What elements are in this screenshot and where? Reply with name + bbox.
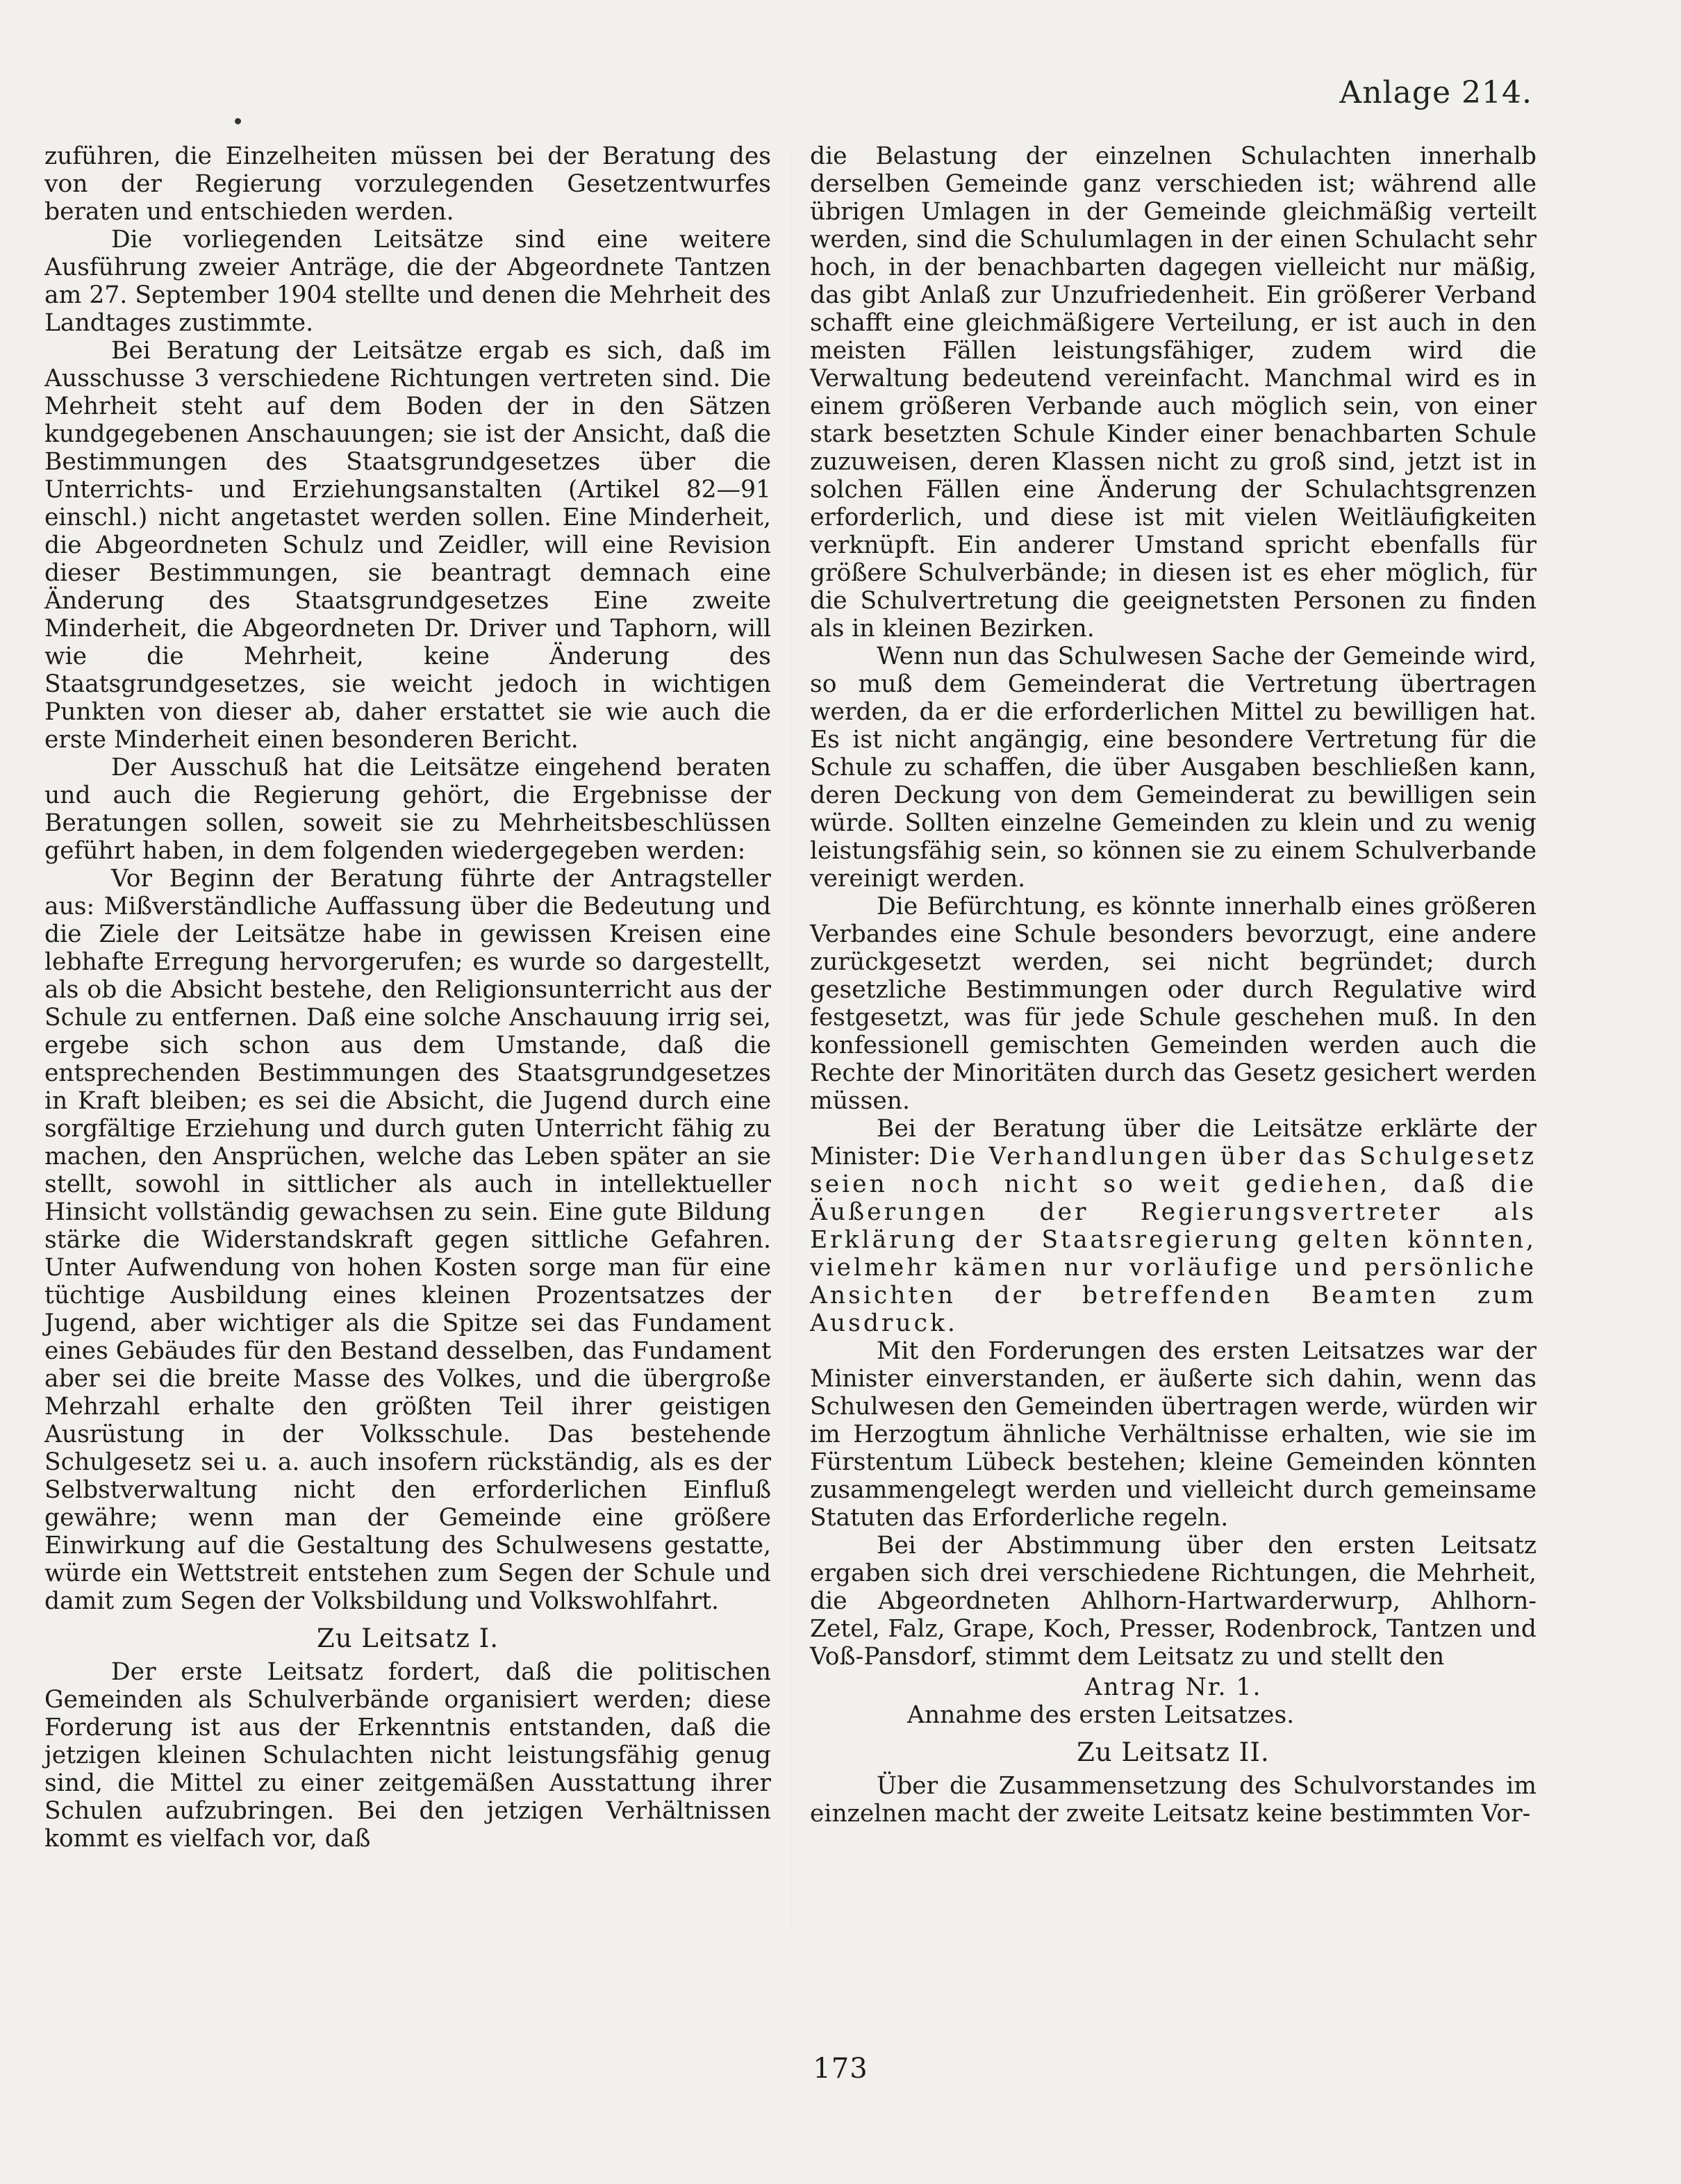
paragraph: Bei Beratung der Leitsätze ergab es sich, daß im Ausschusse 3 verschiedene Richtungen vertreten sind. Die Mehrheit steht auf dem Boden der in den Sätzen kundgegebenen Anschauungen; sie ist der Ansicht, daß die Bestimmungen des Staatsgrundgesetzes über die Unterrichts- und Erziehungsanstalten (Artikel 82—91 einschl.) nicht angetastet werden sollen. Eine Minderheit, die Abgeordneten Schulz und Zeidler, will eine Revision dieser Bestimmungen, sie beantragt demnach eine Änderung des Staatsgrundgesetzes Eine zweite Minderheit, die Abgeordneten Dr. Driver und Taphorn, will wie die Mehrheit, keine Änderung des Staatsgrundgesetzes, sie weicht jedoch in wichtigen Punkten von dieser ab, daher erstattet sie wie auch die erste Minderheit einen besonderen Bericht. [44,337,771,754]
page-number: 173 [813,2053,868,2085]
minister-statement: Die Verhandlungen über das Schulgesetz seien noch nicht so weit gediehen, daß die Äußerungen der Regierungsvertreter als Erklärung der Staatsregierung gelten könnten, vielmehr kämen nur vorläufige und persönliche Ansichten der betreffenden Beamten zum Ausdruck. [810,1143,1537,1337]
motion-text: Annahme des ersten Leitsatzes. [907,1701,1295,1729]
right-column [810,142,1537,1828]
column-gutter [790,149,791,1928]
left-column [44,142,771,1853]
minister-intro: Bei der Beratung über die Leitsätze erklärte der Minister: [810,1115,1537,1170]
ink-dot [235,118,241,124]
paragraph: Vor Beginn der Beratung führte der Antragsteller aus: Mißverständliche Auffassung über die Bedeutung und die Ziele der Leitsätze habe in gewissen Kreisen eine lebhafte Erregung hervorgerufen; es wurde so dargestellt, als ob die Absicht bestehe, den Religionsunterricht aus der Schule zu entfernen. Daß eine solche Anschauung irrig sei, ergebe sich schon aus dem Umstande, daß die entsprechenden Bestimmungen des Staatsgrundgesetzes in Kraft bleiben; es sei die Absicht, die Jugend durch eine sorgfältige Erziehung und durch guten Unterricht fähig zu machen, den Ansprüchen, welche das Leben später an sie stellt, sowohl in sittlicher als auch in intellektueller Hinsicht vollständig gewachsen zu sein. Eine gute Bildung stärke die Widerstandskraft gegen sittliche Gefahren. Unter Aufwendung von hohen Kosten sorge man für eine tüchtige Ausbildung eines kleinen Prozentsatzes der Jugend, aber wichtiger als die Spitze sei das Fundament eines Gebäudes für den Bestand desselben, das Fundament aber sei die breite Masse des Volkes, und die übergroße Mehrzahl erhalte den größten Teil ihrer geistigen Ausrüstung in der Volksschule. Das bestehende Schulgesetz sei u. a. auch insofern rückständig, als es der Selbstverwaltung nicht den erforderlichen Einfluß gewähre; wenn man der Gemeinde eine größere Einwirkung auf die Gestaltung des Schulwesens gestatte, würde ein Wettstreit entstehen zum Segen der Schule und damit zum Segen der Volksbildung und Volkswohlfahrt. [44,865,771,1615]
paragraph: Die vorliegenden Leitsätze sind eine weitere Ausführung zweier Anträge, die der Abgeordnete Tantzen am 27. September 1904 stellte und denen die Mehrheit des Landtages zustimmte. [44,226,771,337]
paragraph: Der erste Leitsatz fordert, daß die politischen Gemeinden als Schulverbände organisiert werden; diese Forderung ist aus der Erkenntnis entstanden, daß die jetzigen kleinen Schulachten nicht leistungsfähig genug sind, die Mittel zu einer zeitgemäßen Ausstattung ihrer Schulen aufzubringen. Bei den jetzigen Verhältnissen kommt es vielfach vor, daß [44,1658,771,1853]
paragraph: Mit den Forderungen des ersten Leitsatzes war der Minister einverstanden, er äußerte sich dahin, wenn das Schulwesen den Gemeinden übertragen werde, würden wir im Herzogtum ähnliche Verhältnisse erhalten, wie sie im Fürstentum Lübeck bestehen; kleine Gemeinden könnten zusammengelegt werden und vielleicht durch gemeinsame Statuten das Erforderliche regeln. [810,1337,1537,1532]
section-heading: Zu Leitsatz I. [316,1623,499,1653]
paragraph: Über die Zusammensetzung des Schulvorstandes im einzelnen macht der zweite Leitsatz keine bestimmten Vor- [810,1772,1537,1828]
appendix-label: Anlage 214. [1339,75,1532,110]
section-heading: Zu Leitsatz II. [1077,1737,1270,1767]
paragraph: die Belastung der einzelnen Schulachten innerhalb derselben Gemeinde ganz verschieden ist; während alle übrigen Umlagen in der Gemeinde gleichmäßig verteilt werden, sind die Schulumlagen in der einen Schulacht sehr hoch, in der benachbarten dagegen vielleicht nur mäßig, das gibt Anlaß zur Unzufriedenheit. Ein größerer Verband schafft eine gleichmäßigere Verteilung, er ist auch in den meisten Fällen leistungsfähiger, zudem wird die Verwaltung bedeutend vereinfacht. Manchmal wird es in einem größeren Verbande auch möglich sein, von einer stark besetzten Schule Kinder einer benachbarten Schule zuzuweisen, deren Klassen nicht zu groß sind, jetzt ist in solchen Fällen eine Änderung der Schulachtsgrenzen erforderlich, und diese ist mit vielen Weitläufigkeiten verknüpft. Ein anderer Umstand spricht ebenfalls für größere Schulverbände; in diesen ist es eher möglich, für die Schulvertretung die geeignetsten Personen zu finden als in kleinen Bezirken. [810,142,1537,643]
paragraph: zuführen, die Einzelheiten müssen bei der Beratung des von der Regierung vorzulegenden Gesetzentwurfes beraten und entschieden werden. [44,142,771,226]
paragraph: Die Befürchtung, es könnte innerhalb eines größeren Verbandes eine Schule besonders bevorzugt, eine andere zurückgesetzt werden, sei nicht begründet; durch gesetzliche Bestimmungen oder durch Regulative wird festgesetzt, was für jede Schule geschehen muß. In den konfessionell gemischten Gemeinden werden auch die Rechte der Minoritäten durch das Gesetz gesichert werden müssen. [810,893,1537,1115]
paragraph: Der Ausschuß hat die Leitsätze eingehend beraten und auch die Regierung gehört, die Ergebnisse der Beratungen sollen, soweit sie zu Mehrheitsbeschlüssen geführt haben, in dem folgenden wiedergegeben werden: [44,754,771,865]
paragraph: Wenn nun das Schulwesen Sache der Gemeinde wird, so muß dem Gemeinderat die Vertretung übertragen werden, da er die erforderlichen Mittel zu bewilligen hat. Es ist nicht angängig, eine besondere Vertretung für die Schule zu schaffen, die über Ausgaben beschließen kann, deren Deckung von dem Gemeinderat zu bewilligen sein würde. Sollten einzelne Gemeinden zu klein und zu wenig leistungsfähig sein, so können sie zu einem Schulverbande vereinigt werden. [810,643,1537,893]
paragraph [810,1115,1537,1337]
motion-title: Antrag Nr. 1. [1084,1673,1262,1701]
paragraph: Bei der Abstimmung über den ersten Leitsatz ergaben sich drei verschiedene Richtungen, die Mehrheit, die Abgeordneten Ahlhorn-Hartwarderwurp, Ahlhorn-Zetel, Falz, Grape, Koch, Presser, Rodenbrock, Tantzen und Voß-Pansdorf, stimmt dem Leitsatz zu und stellt den [810,1532,1537,1671]
